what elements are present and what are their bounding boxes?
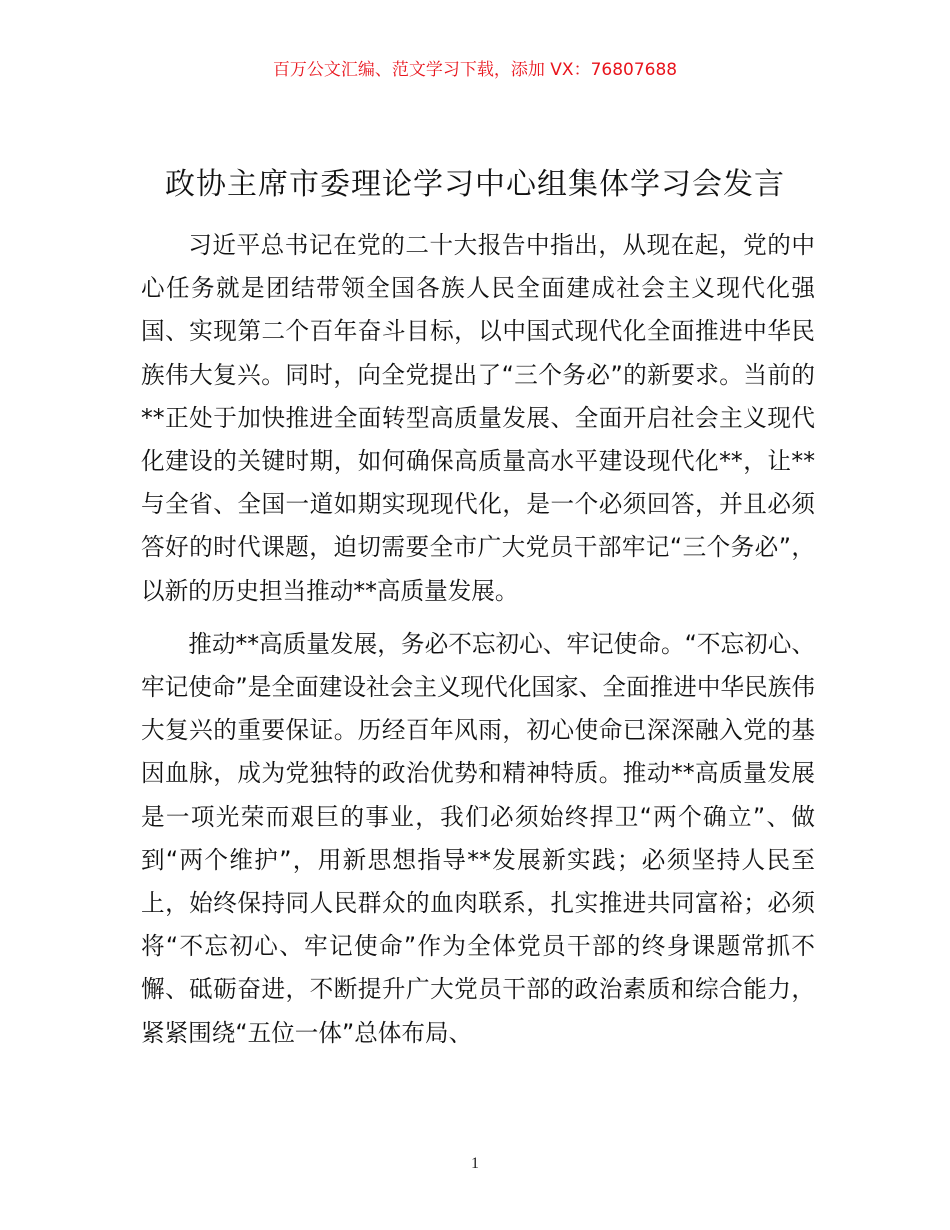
header-banner: 百万公文汇编、范文学习下载，添加 VX：76807688 — [272, 60, 678, 80]
document-title: 政协主席市委理论学习中心组集体学习会发言 — [165, 167, 785, 202]
page-number: 1 — [471, 1155, 479, 1172]
paragraph-2: 推动**高质量发展，务必不忘初心、牢记使命。“不忘初心、牢记使命”是全面建设社会主义现代化国家、全面推进中华民族伟大复兴的重要保证。历经百年风雨，初心使命已深深融入党的基因血脉，成为党独特的政治优势和精神特质。推动**高质量发展是一项光荣而艰巨的事业，我们必须始终捍卫“两个确立”、做到“两个维护”，用新思想指导**发展新实践；必须坚持人民至上，始终保持同人民群众的血肉联系，扎实推进共同富裕；必须将“不忘初心、牢记使命”作为全体党员干部的终身课题常抓不懈、砥砺奋进，不断提升广大党员干部的政治素质和综合能力，紧紧围绕“五位一体”总体布局、 — [141, 629, 815, 1047]
document-body — [141, 224, 815, 1055]
paragraph-1: 习近平总书记在党的二十大报告中指出，从现在起，党的中心任务就是团结带领全国各族人民全面建成社会主义现代化强国、实现第二个百年奋斗目标，以中国式现代化全面推进中华民族伟大复兴。同时，向全党提出了“三个务必”的新要求。当前的**正处于加快推进全面转型高质量发展、全面开启社会主义现代化建设的关键时期，如何确保高质量高水平建设现代化**，让**与全省、全国一道如期实现现代化，是一个必须回答，并且必须答好的时代课题，迫切需要全市广大党员干部牢记“三个务必”，以新的历史担当推动**高质量发展。 — [141, 231, 815, 605]
